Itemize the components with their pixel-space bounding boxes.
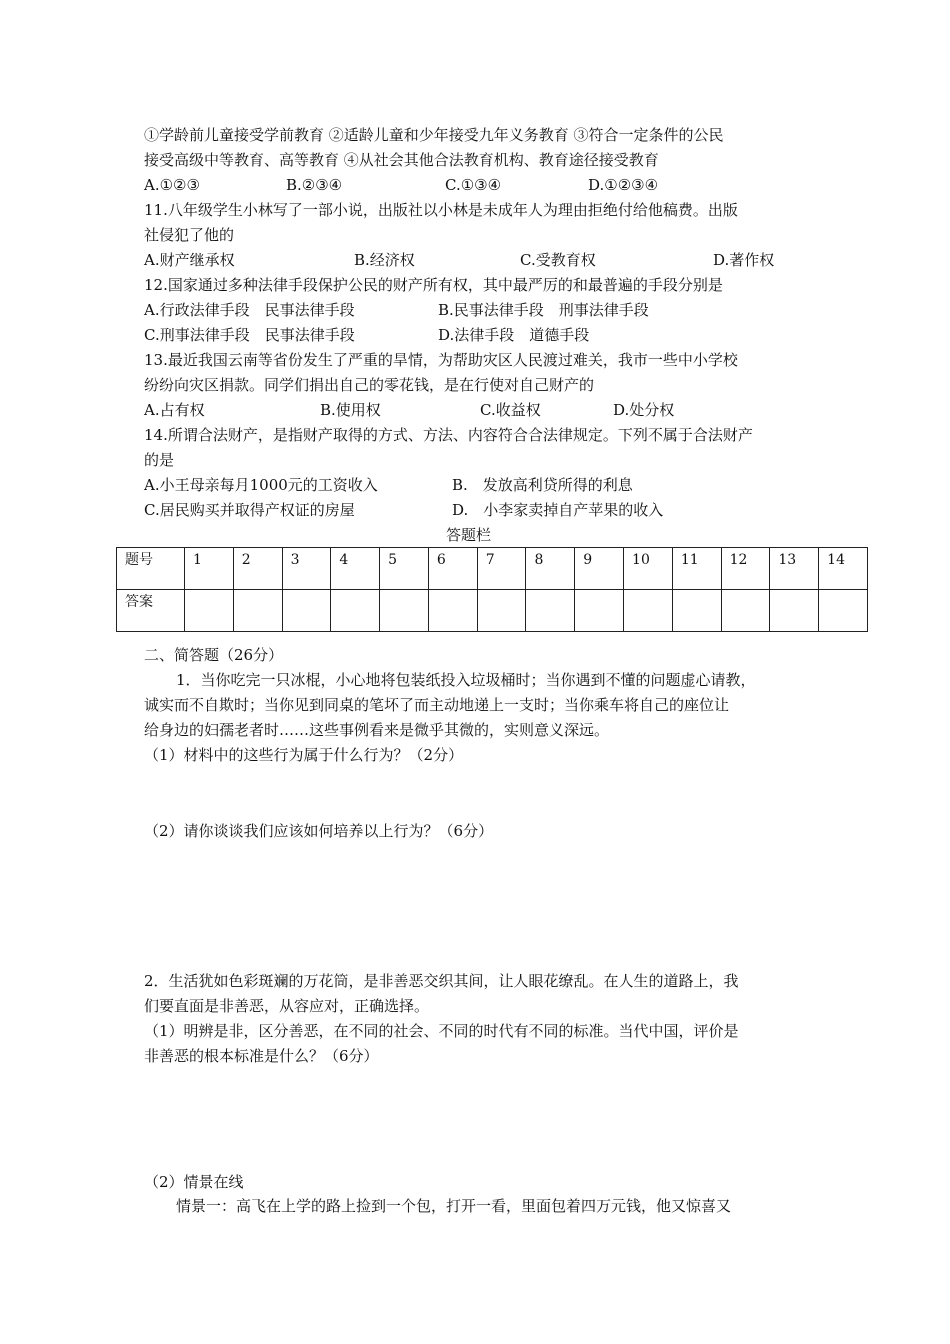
q14-option-b: B. 发放高利贷所得的利息 <box>452 476 633 494</box>
q14-stem-line1: 14.所谓合法财产，是指财产取得的方式、方法、内容符合合法律规定。下列不属于合法财产 <box>144 426 753 444</box>
section2-heading: 二、简答题（26分） <box>144 646 284 664</box>
question-number-cell: 2 <box>233 548 282 590</box>
question-number-cell: 1 <box>185 548 234 590</box>
answer-cell[interactable] <box>428 590 477 632</box>
answer-table-caption: 答题栏 <box>446 526 492 544</box>
answer-cell[interactable] <box>282 590 331 632</box>
q11-option-b: B.经济权 <box>354 251 415 269</box>
answer-table <box>116 547 868 632</box>
s2-q2-sub1-line2: 非善恶的根本标准是什么？（6分） <box>144 1047 379 1065</box>
question-number-cell: 6 <box>428 548 477 590</box>
q12-option-d: D.法律手段 道德手段 <box>438 326 590 344</box>
question-number-cell: 4 <box>331 548 380 590</box>
s2-q1-line3: 给身边的妇孺老者时……这些事例看来是微乎其微的，实则意义深远。 <box>144 721 610 739</box>
s2-q1-line1: 1．当你吃完一只冰棍，小心地将包装纸投入垃圾桶时；当你遇到不懂的问题虚心请教， <box>176 671 756 689</box>
q12-option-b: B.民事法律手段 刑事法律手段 <box>438 301 649 319</box>
q14-option-a: A.小王母亲每月1000元的工资收入 <box>144 476 378 494</box>
answer-cell[interactable] <box>770 590 819 632</box>
q14-option-c: C.居民购买并取得产权证的房屋 <box>144 501 355 519</box>
s2-q1-sub1: （1）材料中的这些行为属于什么行为？（2分） <box>144 746 464 764</box>
q13-option-a: A.占有权 <box>144 401 205 419</box>
question-number-cell: 13 <box>770 548 819 590</box>
q12-option-a: A.行政法律手段 民事法律手段 <box>144 301 355 319</box>
q10-option-d: D.①②③④ <box>588 176 659 194</box>
answer-cell[interactable] <box>477 590 526 632</box>
s2-q2-sub1-line1: （1）明辨是非，区分善恶，在不同的社会、不同的时代有不同的标准。当代中国，评价是 <box>144 1022 739 1040</box>
q10-option-c: C.①③④ <box>445 176 502 194</box>
row-label-question-number: 题号 <box>117 548 185 590</box>
answer-cell[interactable] <box>526 590 575 632</box>
q11-stem-line2: 社侵犯了他的 <box>144 226 235 244</box>
q11-stem-line1: 11.八年级学生小林写了一部小说，出版社以小林是未成年人为理由拒绝付给他稿费。出版 <box>144 201 738 219</box>
s2-q1-sub2: （2）请你谈谈我们应该如何培养以上行为？（6分） <box>144 822 494 840</box>
answer-cell[interactable] <box>331 590 380 632</box>
s2-q2-line1: 2．生活犹如色彩斑斓的万花筒，是非善恶交织其间，让人眼花缭乱。在人生的道路上，我 <box>144 972 739 990</box>
q11-option-a: A.财产继承权 <box>144 251 235 269</box>
question-number-cell: 9 <box>575 548 624 590</box>
q12-stem-line1: 12.国家通过多种法律手段保护公民的财产所有权，其中最严厉的和最普遍的手段分别是 <box>144 276 723 294</box>
q11-option-d: D.著作权 <box>713 251 775 269</box>
q13-stem-line2: 纷纷向灾区捐款。同学们捐出自己的零花钱，是在行使对自己财产的 <box>144 376 595 394</box>
answer-table-number-row <box>117 548 868 590</box>
q14-stem-line2: 的是 <box>144 451 175 469</box>
question-number-cell: 3 <box>282 548 331 590</box>
question-number-cell: 14 <box>819 548 868 590</box>
q11-option-c: C.受教育权 <box>520 251 596 269</box>
row-label-answer: 答案 <box>117 590 185 632</box>
s2-q2-line2: 们要直面是非善恶，从容应对，正确选择。 <box>144 997 430 1015</box>
s2-q2-sub2: （2）情景在线 <box>144 1173 244 1191</box>
q10-stem-line2: 接受高级中等教育、高等教育 ④从社会其他合法教育机构、教育途径接受教育 <box>144 151 659 169</box>
q13-option-b: B.使用权 <box>320 401 381 419</box>
question-number-cell: 11 <box>672 548 721 590</box>
answer-cell[interactable] <box>575 590 624 632</box>
answer-cell[interactable] <box>380 590 429 632</box>
answer-cell[interactable] <box>624 590 673 632</box>
question-number-cell: 10 <box>624 548 673 590</box>
q10-option-a: A.①②③ <box>144 176 200 194</box>
s2-q2-scene1: 情景一：高飞在上学的路上捡到一个包，打开一看，里面包着四万元钱，他又惊喜又 <box>176 1197 732 1215</box>
answer-table-answer-row <box>117 590 868 632</box>
answer-cell[interactable] <box>819 590 868 632</box>
answer-cell[interactable] <box>185 590 234 632</box>
answer-cell[interactable] <box>672 590 721 632</box>
question-number-cell: 12 <box>721 548 770 590</box>
q13-option-d: D.处分权 <box>613 401 675 419</box>
answer-cell[interactable] <box>721 590 770 632</box>
q12-option-c: C.刑事法律手段 民事法律手段 <box>144 326 355 344</box>
s2-q1-line2: 诚实而不自欺时；当你见到同桌的笔坏了而主动地递上一支时；当你乘车将自己的座位让 <box>144 696 730 714</box>
q10-stem-line1: ①学龄前儿童接受学前教育 ②适龄儿童和少年接受九年义务教育 ③符合一定条件的公民 <box>144 126 724 144</box>
q14-option-d: D. 小李家卖掉自产苹果的收入 <box>452 501 664 519</box>
q10-option-b: B.②③④ <box>286 176 343 194</box>
question-number-cell: 7 <box>477 548 526 590</box>
answer-cell[interactable] <box>233 590 282 632</box>
q13-option-c: C.收益权 <box>480 401 541 419</box>
question-number-cell: 8 <box>526 548 575 590</box>
q13-stem-line1: 13.最近我国云南等省份发生了严重的旱情，为帮助灾区人民渡过难关，我市一些中小学校 <box>144 351 738 369</box>
question-number-cell: 5 <box>380 548 429 590</box>
